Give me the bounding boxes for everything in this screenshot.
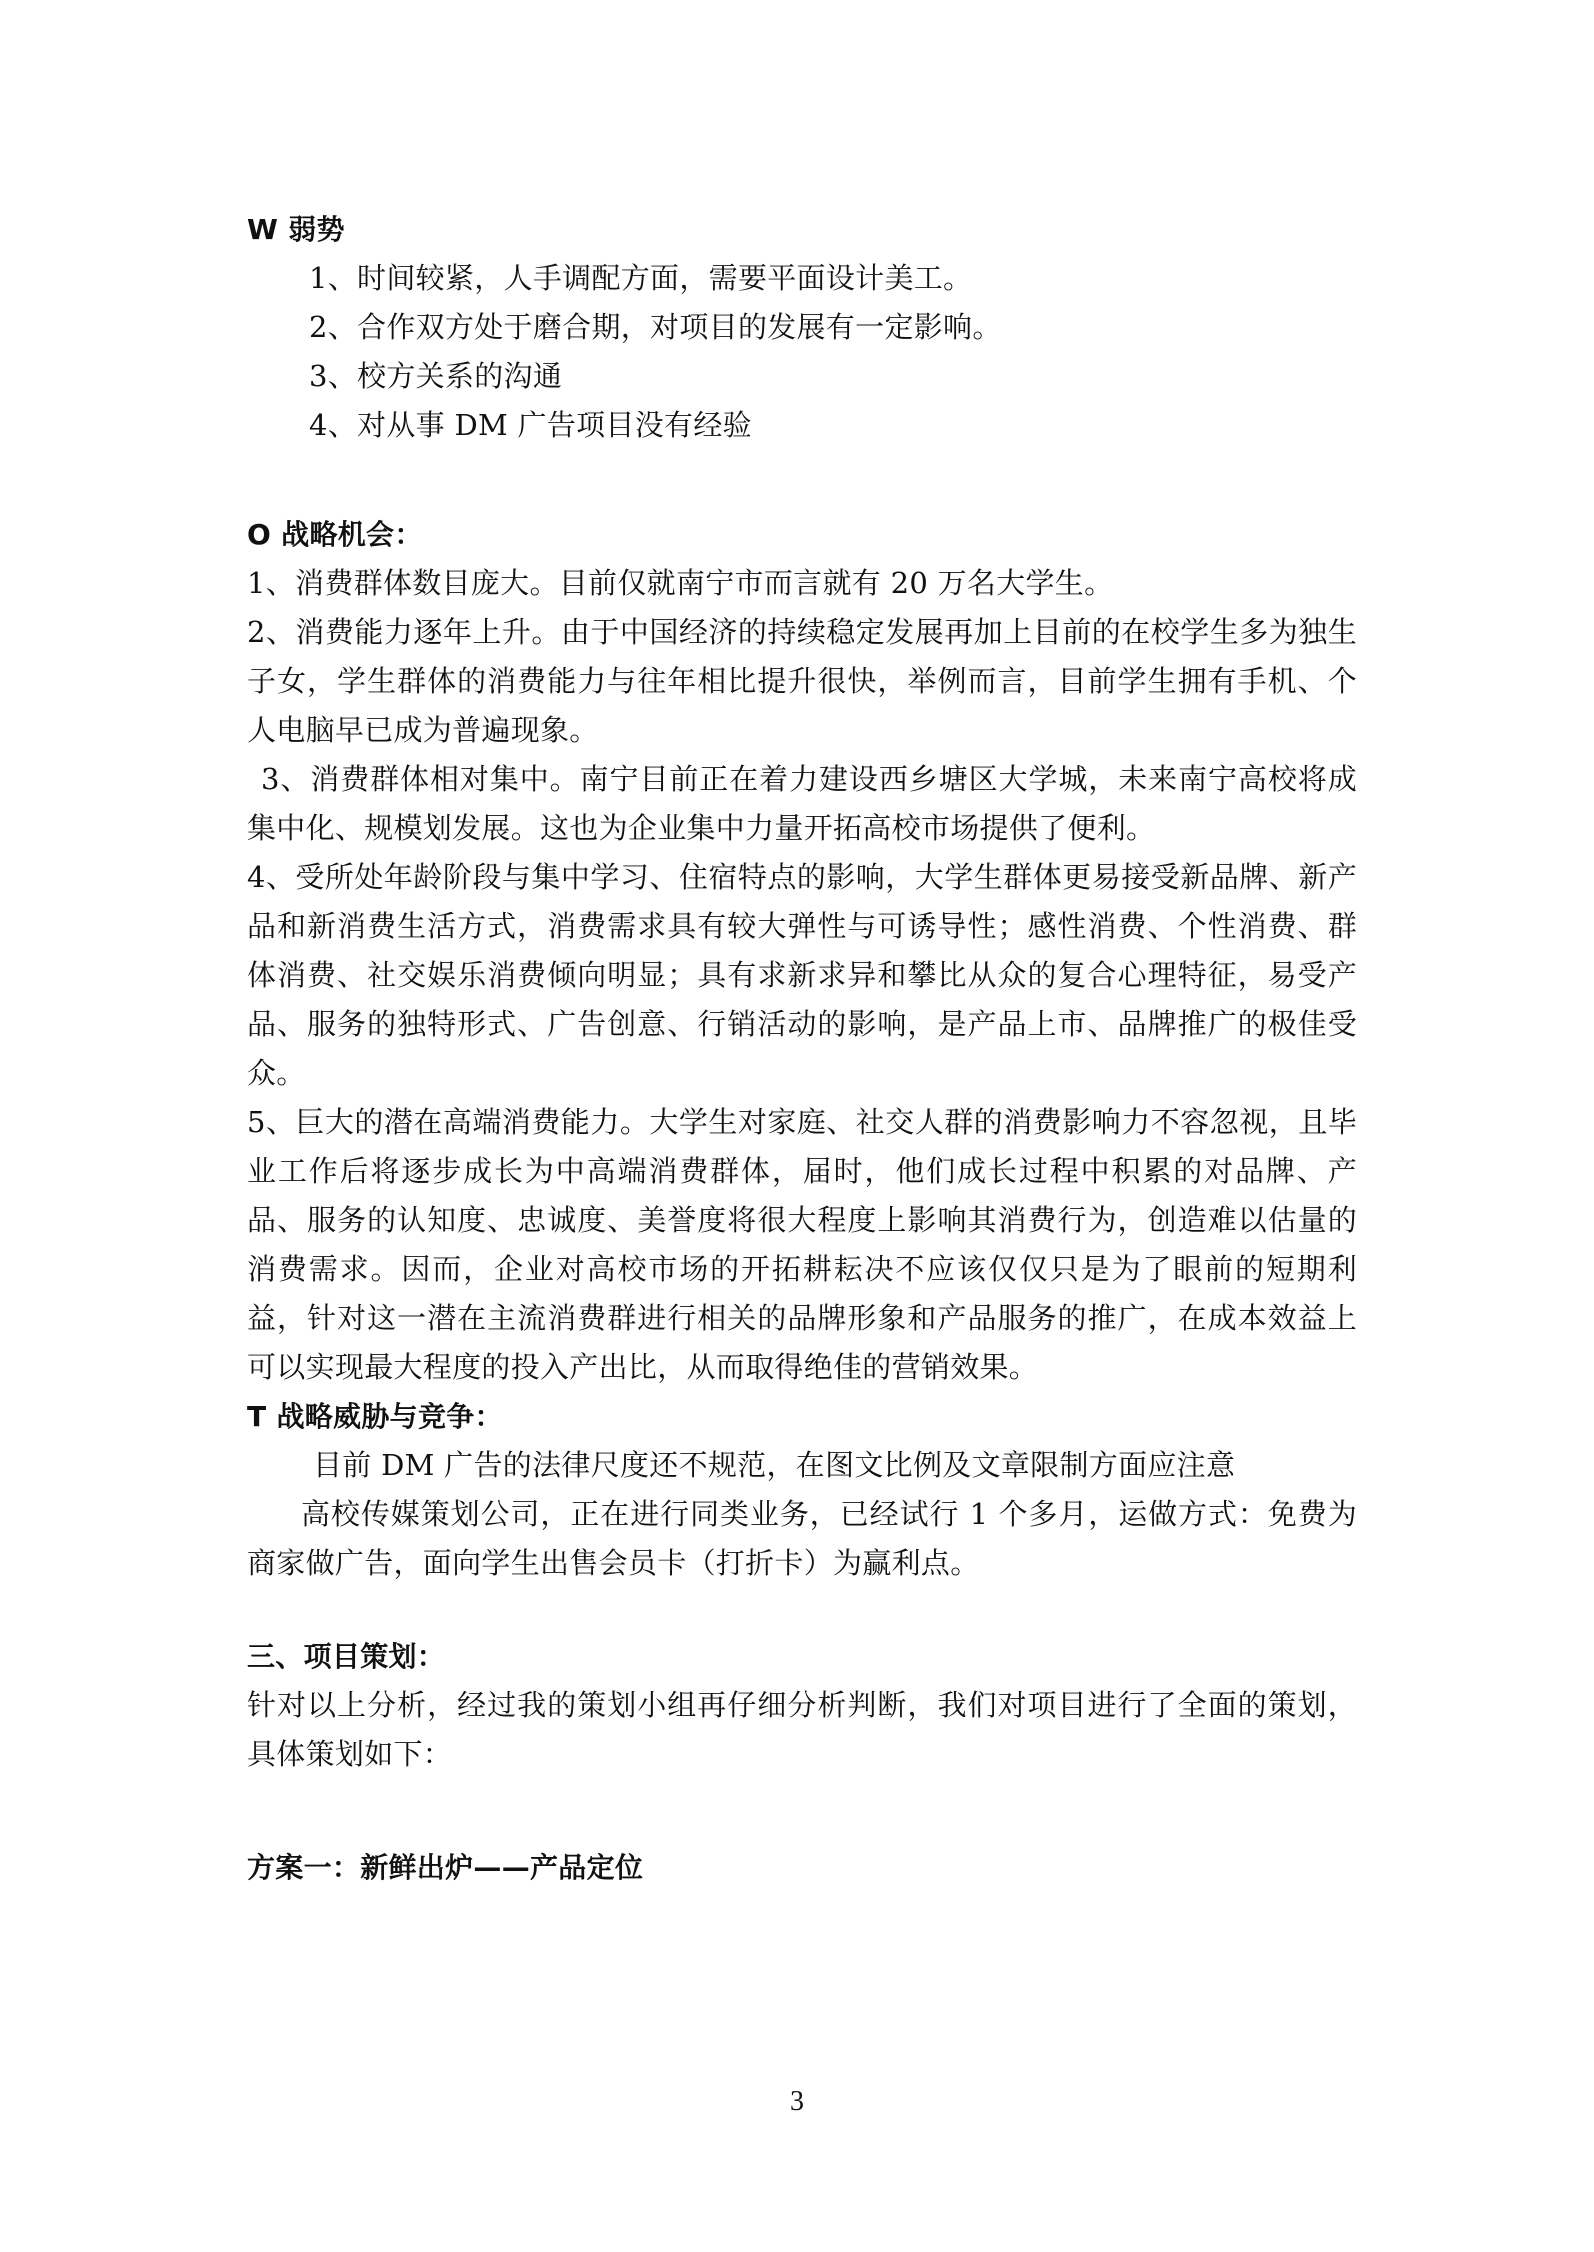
t-heading: T 战略威胁与竞争： bbox=[247, 1400, 503, 1433]
o-paragraph-2: 2、消费能力逐年上升。由于中国经济的持续稳定发展再加上目前的在校学生多为独生子女，学生群体的消费能力与往年相比提升很快，举例而言，目前学生拥有手机、个人电脑早已成为普遍现象。 bbox=[247, 615, 1357, 747]
w-item-2: 2、合作双方处于磨合期，对项目的发展有一定影响。 bbox=[309, 310, 1002, 344]
w-item-1: 1、时间较紧，人手调配方面，需要平面设计美工。 bbox=[309, 261, 973, 295]
plan-paragraph: 针对以上分析，经过我的策划小组再仔细分析判断，我们对项目进行了全面的策划，具体策划如下： bbox=[247, 1688, 1357, 1771]
w-heading: W 弱势 bbox=[247, 213, 345, 246]
spacer bbox=[247, 1779, 1357, 1843]
scheme-heading: 方案一：新鲜出炉——产品定位 bbox=[247, 1851, 644, 1884]
document-body bbox=[247, 205, 1357, 1892]
plan-heading: 三、项目策划： bbox=[247, 1640, 446, 1673]
o-paragraph-4: 4、受所处年龄阶段与集中学习、住宿特点的影响，大学生群体更易接受新品牌、新产品和新消费生活方式，消费需求具有较大弹性与可诱导性；感性消费、个性消费、群体消费、社交娱乐消费倾向明显；具有求新求异和攀比从众的复合心理特征，易受产品、服务的独特形式、广告创意、行销活动的影响，是产品上市、品牌推广的极佳受众。 bbox=[247, 860, 1357, 1090]
o-paragraph-5: 5、巨大的潜在高端消费能力。大学生对家庭、社交人群的消费影响力不容忽视，且毕业工作后将逐步成长为中高端消费群体，届时，他们成长过程中积累的对品牌、产品、服务的认知度、忠诚度、美誉度将很大程度上影响其消费行为，创造难以估量的消费需求。因而，企业对高校市场的开拓耕耘决不应该仅仅只是为了眼前的短期利益，针对这一潜在主流消费群进行相关的品牌形象和产品服务的推广，在成本效益上可以实现最大程度的投入产出比，从而取得绝佳的营销效果。 bbox=[247, 1105, 1357, 1384]
o-paragraph-1: 1、消费群体数目庞大。目前仅就南宁市而言就有 20 万名大学生。 bbox=[247, 566, 1114, 600]
o-heading: O 战略机会： bbox=[247, 518, 423, 551]
t-paragraph-1: 目前 DM 广告的法律尺度还不规范，在图文比例及文章限制方面应注意 bbox=[313, 1448, 1236, 1482]
spacer bbox=[247, 1588, 1357, 1632]
o-paragraph-3: 3、消费群体相对集中。南宁目前正在着力建设西乡塘区大学城，未来南宁高校将成集中化、规模划发展。这也为企业集中力量开拓高校市场提供了便利。 bbox=[247, 762, 1357, 845]
spacer bbox=[247, 450, 1357, 510]
w-item-4: 4、对从事 DM 广告项目没有经验 bbox=[309, 408, 752, 442]
t-paragraph-2: 高校传媒策划公司，正在进行同类业务，已经试行 1 个多月，运做方式：免费为商家做广告，面向学生出售会员卡（打折卡）为赢利点。 bbox=[247, 1497, 1357, 1580]
w-item-3: 3、校方关系的沟通 bbox=[309, 359, 563, 393]
page-number: 3 bbox=[790, 2086, 804, 2117]
